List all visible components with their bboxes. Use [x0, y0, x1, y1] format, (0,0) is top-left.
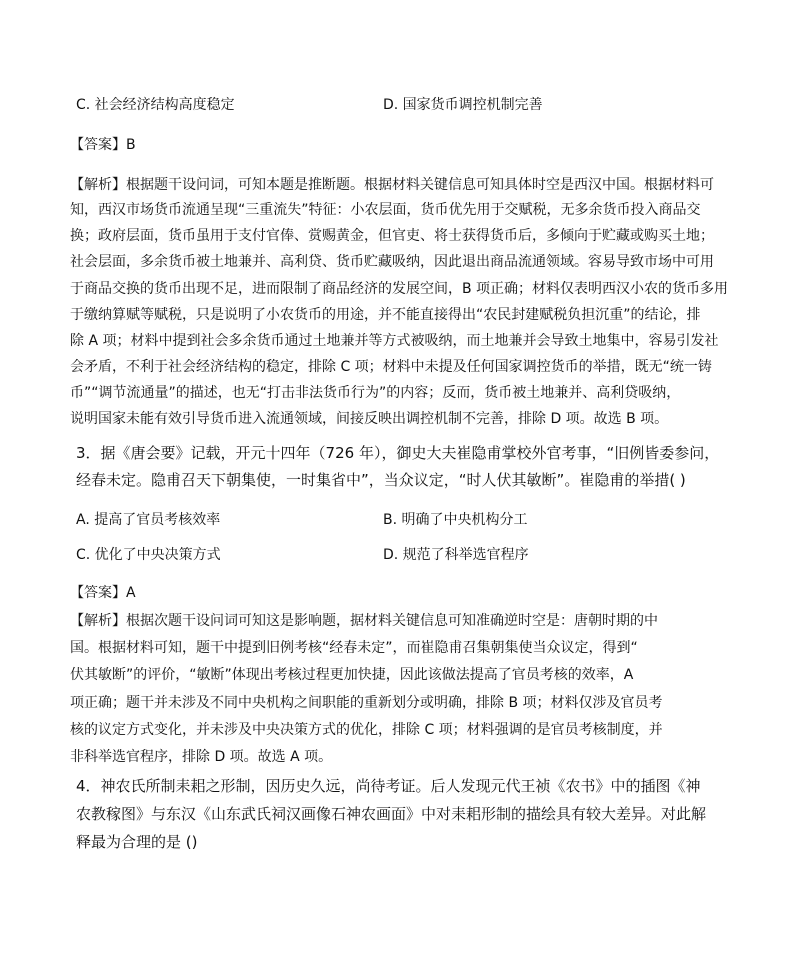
- q3-analysis-line: 国。根据材料可知，题干中提到旧例考核“经春未定”，而崔隐甫召集朝集使当众议定，得到“: [70, 640, 638, 656]
- q3-option-b: B. 明确了中央机构分工: [383, 512, 528, 528]
- q3-stem-line: 经春未定。隐甫召天下朝集使，一时集省中”，当众议定，“时人伏其敏断”。崔隐甫的举措( ): [76, 471, 686, 489]
- q3-analysis-line: 核的议定方式变化，并未涉及中央决策方式的优化，排除 C 项；材料强调的是官员考核制度，并: [70, 722, 663, 738]
- q2-option-c: C. 社会经济结构高度稳定: [76, 97, 235, 113]
- q4-stem-line: 释最为合理的是 (): [76, 833, 198, 851]
- q2-analysis-line: 除 A 项；材料中提到社会多余货币通过土地兼并等方式被吸纳，而土地兼并会导致土地集中，容易引发社: [70, 333, 719, 349]
- q3-answer: 【答案】A: [70, 585, 136, 601]
- q4-stem-line: 4．神农氏所制耒耜之形制，因历史久远，尚待考证。后人发现元代王祯《农书》中的插图《神: [76, 777, 701, 795]
- q3-analysis-line: 【解析】根据次题干设问词可知这是影响题，据材料关键信息可知准确逆时空是：唐朝时期的中: [70, 613, 658, 629]
- q2-answer: 【答案】B: [70, 137, 136, 153]
- q2-analysis-line: 换；政府层面，货币虽用于支付官俸、赏赐黄金，但官吏、将士获得货币后，多倾向于贮藏或购买土地；: [70, 228, 714, 244]
- q2-option-d: D. 国家货币调控机制完善: [383, 97, 543, 113]
- q4-stem-line: 农教稼图》与东汉《山东武氏祠汉画像石神农画面》中对耒耜形制的描绘具有较大差异。对此解: [76, 805, 707, 823]
- q2-analysis-line: 于缴纳算赋等赋税，只是说明了小农货币的用途，并不能直接得出“农民封建赋税负担沉重”的结论，排: [70, 307, 701, 323]
- q3-stem-line: 3．据《唐会要》记载，开元十四年（726 年），御史大夫崔隐甫掌校外官考事，“旧例皆委参问，: [76, 444, 720, 462]
- q3-option-d: D. 规范了科举选官程序: [383, 547, 529, 563]
- q2-analysis-line: 【解析】根据题干设问词，可知本题是推断题。根据材料关键信息可知具体时空是西汉中国。根据材料可: [70, 177, 714, 193]
- q2-analysis-line: 知，西汉市场货币流通呈现“三重流失”特征：小农层面，货币优先用于交赋税，无多余货币投入商品交: [70, 202, 701, 218]
- q2-analysis-line: 于商品交换的货币出现不足，进而限制了商品经济的发展空间，B 项正确；材料仅表明西汉小农的货币多用: [70, 281, 729, 297]
- q3-option-c: C. 优化了中央决策方式: [76, 547, 221, 563]
- q2-analysis-line: 币”“调节流通量”的描述，也无“打击非法货币行为”的内容；反而，货币被土地兼并、高利贷吸纳，: [70, 385, 681, 401]
- q2-analysis-line: 说明国家未能有效引导货币进入流通领域，间接反映出调控机制不完善，排除 D 项。故选 B 项。: [70, 411, 669, 427]
- q3-option-a: A. 提高了官员考核效率: [76, 512, 221, 528]
- q3-analysis-line: 非科举选官程序，排除 D 项。故选 A 项。: [70, 749, 333, 765]
- q2-analysis-line: 会矛盾，不利于社会经济结构的稳定，排除 C 项；材料中未提及任何国家调控货币的举措，既无“统一铸: [70, 359, 712, 375]
- q2-analysis-line: 社会层面，多余货币被土地兼并、高利贷、货币贮藏吸纳，因此退出商品流通领域。容易导致市场中可用: [70, 254, 714, 270]
- q3-analysis-line: 伏其敏断”的评价，“敏断”体现出考核过程更加快捷，因此该做法提高了官员考核的效率，A: [70, 667, 634, 683]
- q3-analysis-line: 项正确；题干并未涉及不同中央机构之间职能的重新划分或明确，排除 B 项；材料仅涉及官员考: [70, 695, 663, 711]
